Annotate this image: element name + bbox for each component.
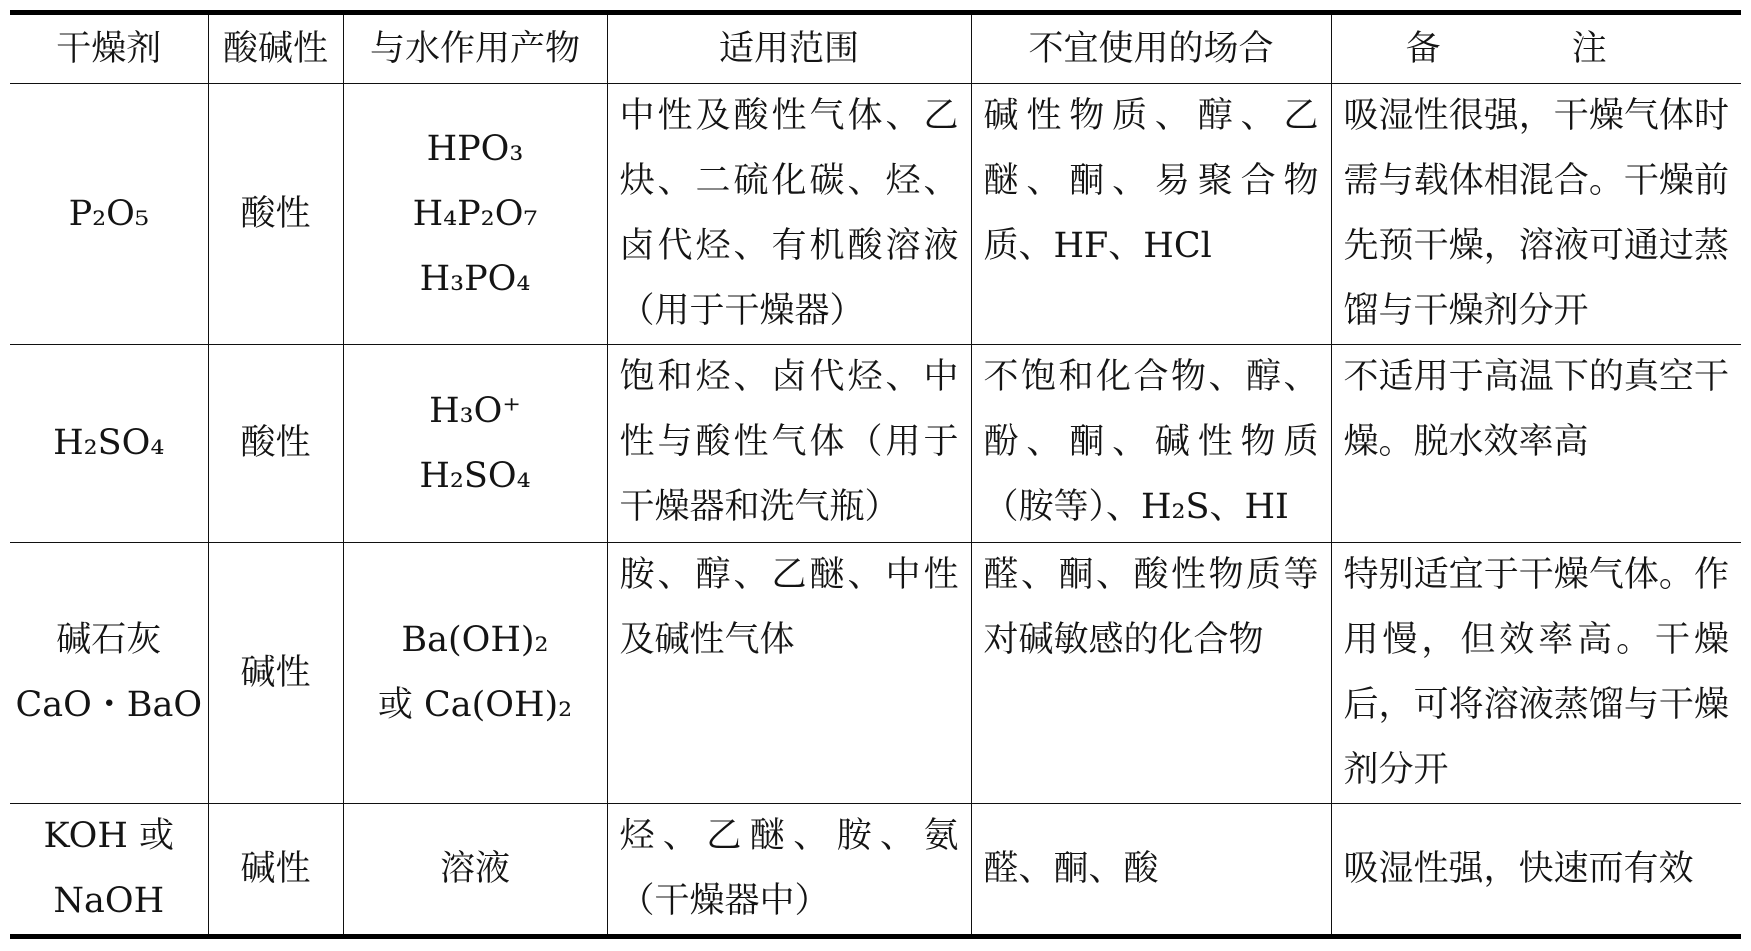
cell-remarks: 不适用于高温下的真空干燥。脱水效率高	[1331, 345, 1741, 543]
cell-remarks: 吸湿性强，快速而有效	[1331, 804, 1741, 937]
cell-products	[343, 345, 607, 543]
cell-desiccant	[10, 543, 208, 804]
desiccant-line: KOH 或	[43, 816, 175, 856]
table-header	[10, 13, 1741, 84]
cell-applicable: 中性及酸性气体、乙炔、二硫化碳、烃、卤代烃、有机酸溶液（用于干燥器）	[607, 84, 971, 345]
cell-products	[343, 84, 607, 345]
header-unsuitable-cases: 不宜使用的场合	[971, 13, 1331, 84]
cell-desiccant	[10, 804, 208, 937]
product-line: H₃O⁺	[429, 390, 521, 431]
cell-unsuitable: 不饱和化合物、醇、酚、酮、碱性物质（胺等）、H₂S、HI	[971, 345, 1331, 543]
cell-products	[343, 543, 607, 804]
cell-desiccant: P₂O₅	[10, 84, 208, 345]
header-row	[10, 13, 1741, 84]
table-row	[10, 804, 1741, 937]
cell-acidity: 酸性	[208, 345, 343, 543]
cell-acidity: 碱性	[208, 543, 343, 804]
header-remarks-text: 备 注	[1405, 28, 1667, 69]
desiccant-table-container	[10, 10, 1741, 939]
header-acidity: 酸碱性	[208, 13, 343, 84]
product-line: H₄P₂O₇	[412, 193, 538, 234]
header-water-products: 与水作用产物	[343, 13, 607, 84]
cell-acidity: 酸性	[208, 84, 343, 345]
cell-remarks: 特别适宜于干燥气体。作用慢，但效率高。干燥后，可将溶液蒸馏与干燥剂分开	[1331, 543, 1741, 804]
cell-unsuitable: 碱性物质、醇、乙醚、酮、易聚合物质、HF、HCl	[971, 84, 1331, 345]
desiccant-table	[10, 10, 1741, 939]
table-body	[10, 84, 1741, 937]
header-applicable-range: 适用范围	[607, 13, 971, 84]
product-line: H₂SO₄	[419, 455, 531, 496]
product-line: Ba(OH)₂	[401, 620, 549, 660]
cell-applicable: 胺、醇、乙醚、中性及碱性气体	[607, 543, 971, 804]
header-remarks	[1331, 13, 1741, 84]
header-desiccant: 干燥剂	[10, 13, 208, 84]
table-row	[10, 543, 1741, 804]
cell-unsuitable: 醛、酮、酸	[971, 804, 1331, 937]
cell-acidity: 碱性	[208, 804, 343, 937]
cell-unsuitable: 醛、酮、酸性物质等对碱敏感的化合物	[971, 543, 1331, 804]
product-line: H₃PO₄	[419, 258, 531, 299]
table-row	[10, 345, 1741, 543]
cell-products	[343, 804, 607, 937]
desiccant-line: CaO・BaO	[15, 685, 203, 725]
product-line: 或 Ca(OH)₂	[377, 685, 573, 725]
product-line: HPO₃	[426, 128, 524, 169]
cell-applicable: 烃、乙醚、胺、氨（干燥器中）	[607, 804, 971, 937]
desiccant-line: NaOH	[53, 881, 165, 921]
product-line: 溶液	[439, 848, 510, 889]
table-row	[10, 84, 1741, 345]
cell-remarks: 吸湿性很强，干燥气体时需与载体相混合。干燥前先预干燥，溶液可通过蒸馏与干燥剂分开	[1331, 84, 1741, 345]
cell-applicable: 饱和烃、卤代烃、中性与酸性气体（用于干燥器和洗气瓶）	[607, 345, 971, 543]
cell-desiccant: H₂SO₄	[10, 345, 208, 543]
desiccant-line: 碱石灰	[56, 620, 162, 660]
